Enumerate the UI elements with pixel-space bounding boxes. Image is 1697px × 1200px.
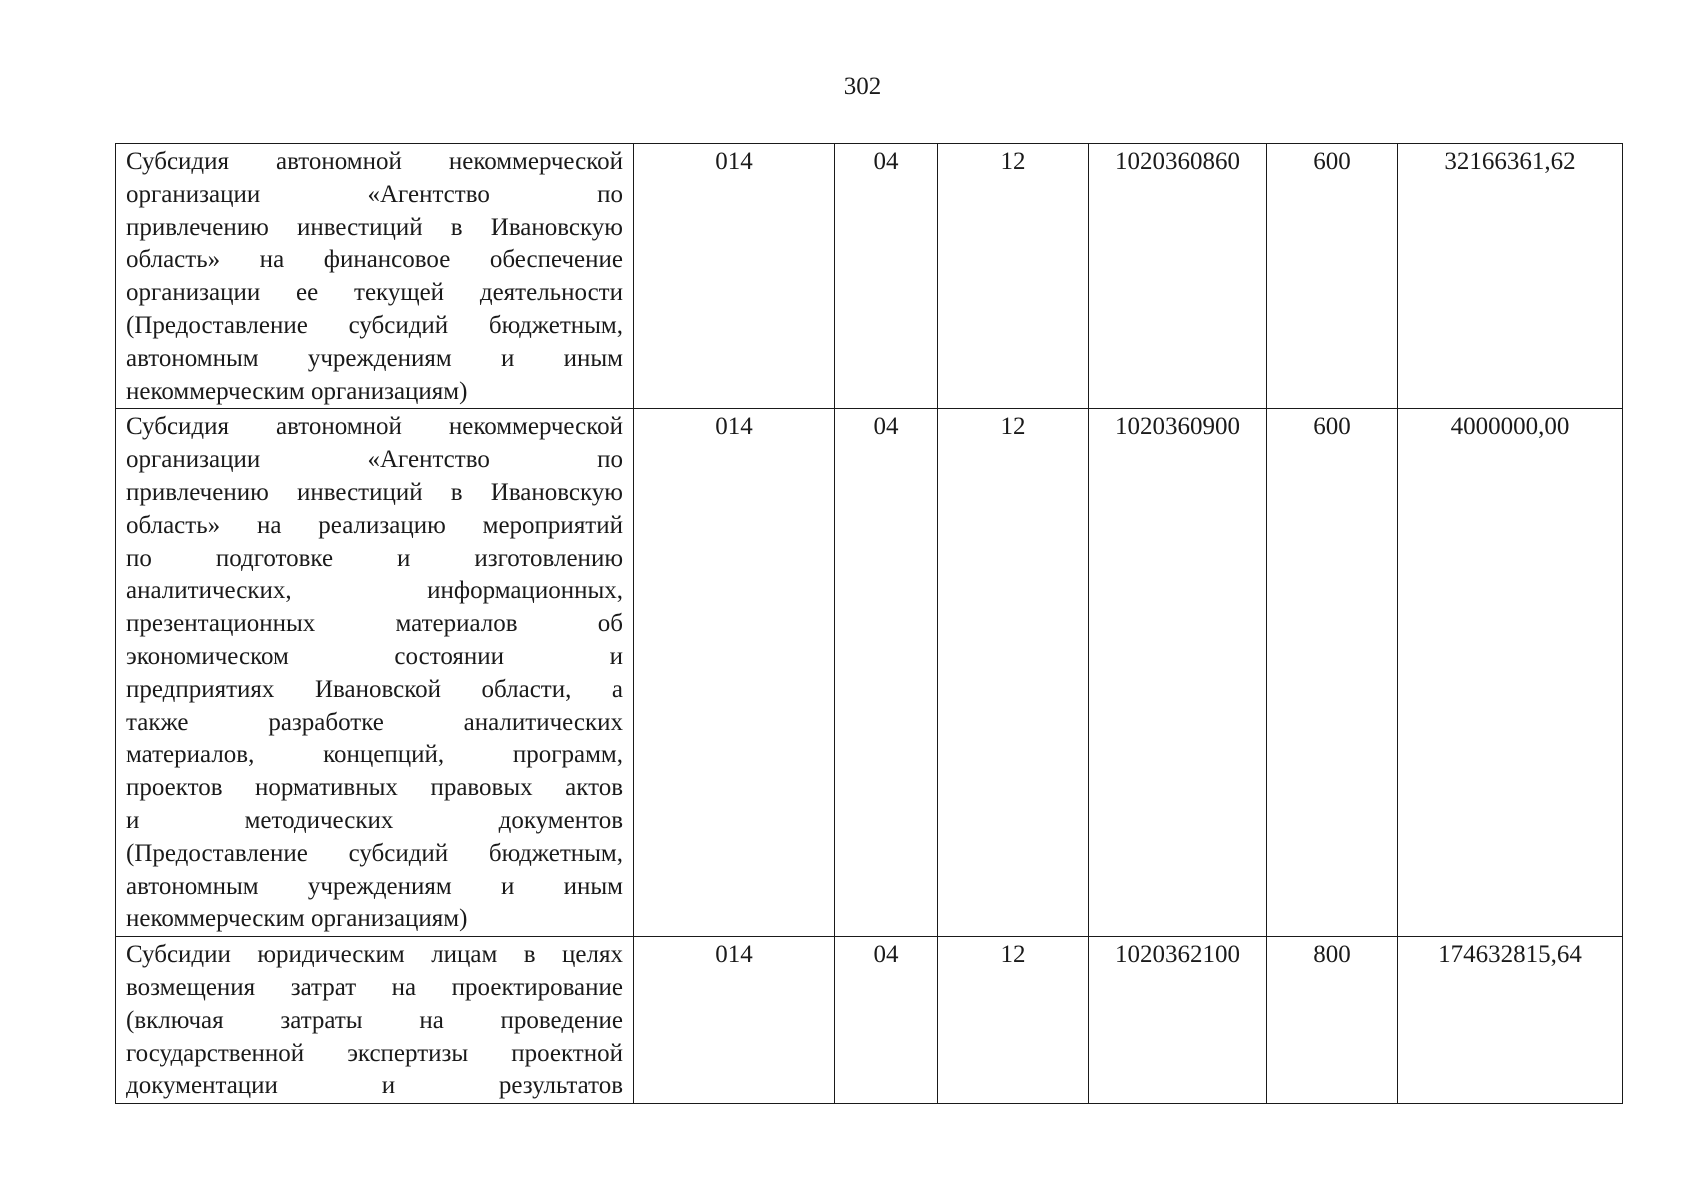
section-code: 04 (835, 409, 938, 937)
description-line: область» на реализацию мероприятий (126, 511, 623, 539)
description-line: по подготовке и изготовлению (126, 544, 623, 572)
description-line: автономным учреждениям и иным (126, 344, 623, 372)
description-line: область» на финансовое обеспечение (126, 246, 623, 274)
expense-type-code: 600 (1267, 409, 1398, 937)
description-line: материалов, концепций, программ, (126, 741, 623, 769)
target-article-code: 1020362100 (1089, 937, 1267, 1104)
description-line: автономным учреждениям и иным (126, 872, 623, 900)
table-row (116, 937, 1623, 1104)
description-line: организации «Агентство по (126, 446, 623, 474)
subsection-code: 12 (938, 937, 1089, 1104)
description-line: некоммерческим организациям) (126, 905, 468, 933)
description-line: привлечению инвестиций в Ивановскую (126, 478, 623, 506)
description-line: презентационных материалов об (126, 610, 623, 638)
description-line: аналитических, информационных, (126, 577, 623, 605)
expense-type-code: 800 (1267, 937, 1398, 1104)
description-line: Субсидия автономной некоммерческой (126, 413, 623, 441)
ministry-code: 014 (634, 937, 835, 1104)
description-line: организации ее текущей деятельности (126, 279, 623, 307)
description-line: государственной экспертизы проектной (126, 1039, 623, 1067)
row-description (116, 144, 634, 409)
description-line: Субсидии юридическим лицам в целях (126, 941, 623, 969)
table-row (116, 409, 1623, 937)
amount: 32166361,62 (1398, 144, 1623, 409)
description-line: также разработке аналитических (126, 708, 623, 736)
description-line: (Предоставление субсидий бюджетным, (126, 311, 623, 339)
description-line: (включая затраты на проведение (126, 1006, 623, 1034)
ministry-code: 014 (634, 144, 835, 409)
target-article-code: 1020360900 (1089, 409, 1267, 937)
description-line: документации и результатов (126, 1072, 623, 1100)
amount: 4000000,00 (1398, 409, 1623, 937)
description-line: Субсидия автономной некоммерческой (126, 148, 623, 175)
row-description (116, 937, 634, 1104)
section-code: 04 (835, 144, 938, 409)
expense-type-code: 600 (1267, 144, 1398, 409)
description-line: проектов нормативных правовых актов (126, 774, 623, 802)
section-code: 04 (835, 937, 938, 1104)
amount: 174632815,64 (1398, 937, 1623, 1104)
subsection-code: 12 (938, 409, 1089, 937)
description-line: привлечению инвестиций в Ивановскую (126, 213, 623, 241)
table-row (116, 144, 1623, 409)
subsection-code: 12 (938, 144, 1089, 409)
description-line: возмещения затрат на проектирование (126, 973, 623, 1001)
description-line: организации «Агентство по (126, 180, 623, 208)
target-article-code: 1020360860 (1089, 144, 1267, 409)
ministry-code: 014 (634, 409, 835, 937)
description-line: некоммерческим организациям) (126, 377, 468, 405)
description-line: (Предоставление субсидий бюджетным, (126, 839, 623, 867)
description-line: экономическом состоянии и (126, 642, 623, 670)
row-description (116, 409, 634, 937)
description-line: и методических документов (126, 806, 623, 834)
budget-table (115, 143, 1623, 1104)
page-number: 302 (843, 73, 882, 100)
description-line: предприятиях Ивановской области, а (126, 675, 623, 703)
